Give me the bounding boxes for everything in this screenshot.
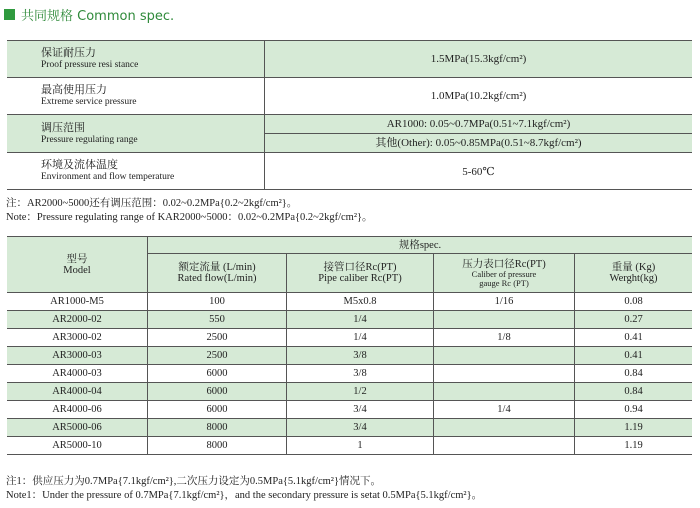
model-spec-table [7, 236, 692, 455]
cell-gauge [434, 365, 575, 383]
cell-weight: 0.08 [575, 293, 693, 311]
spec-label-cn: 保证耐压力 [41, 47, 96, 59]
spec-label [7, 115, 265, 153]
spec-row-regulating-range [7, 115, 692, 153]
cell-gauge: 1/8 [434, 329, 575, 347]
table-row [7, 293, 692, 311]
spec-label-cn: 环境及流体温度 [41, 159, 118, 171]
cell-weight: 1.19 [575, 419, 693, 437]
weight-header [575, 254, 693, 293]
cell-weight: 0.84 [575, 383, 693, 401]
spec-label [7, 153, 265, 190]
cell-flow: 2500 [148, 329, 287, 347]
model-header-en: Model [63, 264, 91, 276]
cell-model: AR2000-02 [7, 311, 148, 329]
spec-label-en: Proof pressure resi stance [41, 60, 139, 70]
model-header [7, 237, 148, 293]
cell-pipe: 3/4 [287, 401, 434, 419]
model-header-row-1 [7, 237, 692, 254]
spec-label-en: Environment and flow temperature [41, 172, 175, 182]
weight-header-cn: 重量 (Kg) [611, 262, 656, 273]
cell-pipe: 3/4 [287, 419, 434, 437]
spec-label-cn: 调压范围 [41, 121, 85, 134]
cell-pipe: 3/8 [287, 347, 434, 365]
pipe-header [287, 254, 434, 293]
cell-model: AR4000-06 [7, 401, 148, 419]
note-en: Note：Pressure regulating range of KAR2000~5000：0.02~0.2MPa{0.2~2kgf/cm²}。 [6, 212, 373, 223]
cell-pipe: 3/8 [287, 365, 434, 383]
cell-gauge [434, 383, 575, 401]
note1-cn: 注1：供应压力为0.7MPa{7.1kgf/cm²},二次压力设定为0.5MPa{5.1kgf/cm²}情况下。 [6, 476, 381, 487]
cell-flow: 6000 [148, 401, 287, 419]
cell-gauge [434, 347, 575, 365]
gauge-header-en2: gauge Rc (PT) [479, 277, 529, 288]
spec-row-extreme-pressure [7, 78, 692, 115]
cell-flow: 8000 [148, 419, 287, 437]
cell-flow: 550 [148, 311, 287, 329]
cell-gauge [434, 437, 575, 455]
cell-model: AR3000-02 [7, 329, 148, 347]
cell-weight: 0.84 [575, 365, 693, 383]
spec-row-temperature [7, 153, 692, 190]
cell-pipe: 1/2 [287, 383, 434, 401]
table-row [7, 383, 692, 401]
cell-pipe: 1/4 [287, 329, 434, 347]
cell-model: AR5000-10 [7, 437, 148, 455]
spec-value [265, 115, 693, 153]
gauge-header-cn: 压力表口径Rc(PT) [462, 258, 546, 270]
pipe-header-cn: 接管口径Rc(PT) [323, 262, 397, 273]
cell-weight: 1.19 [575, 437, 693, 455]
gauge-header [434, 254, 575, 293]
cell-gauge [434, 419, 575, 437]
cell-gauge [434, 311, 575, 329]
spec-label-cn: 最高使用压力 [41, 84, 107, 96]
cell-weight: 0.27 [575, 311, 693, 329]
note1-en: Note1：Under the pressure of 0.7MPa{7.1kgf/cm²}，and the secondary pressure is setat 0.5MPa{5.1kgf/cm²}。 [6, 490, 483, 501]
flow-header-cn: 额定流量 (L/min) [178, 262, 256, 273]
cell-pipe: M5x0.8 [287, 293, 434, 311]
gauge-header-en1: Caliber of pressure [471, 268, 537, 279]
spec-label-en: Pressure regulating range [41, 134, 138, 145]
note-cn: 注：AR2000~5000还有调压范围：0.02~0.2MPa{0.2~2kgf/cm²}。 [6, 198, 298, 209]
spec-value: 1.5MPa(15.3kgf/cm²) [265, 41, 693, 78]
model-header-cn: 型号 [66, 253, 88, 265]
cell-pipe: 1 [287, 437, 434, 455]
section-header [4, 4, 174, 24]
spec-value-other: 其他(Other): 0.05~0.85MPa(0.51~8.7kgf/cm²) [375, 137, 582, 149]
green-square-icon [4, 9, 15, 20]
cell-gauge: 1/4 [434, 401, 575, 419]
spec-label [7, 41, 265, 78]
cell-flow: 6000 [148, 383, 287, 401]
cell-model: AR3000-03 [7, 347, 148, 365]
cell-weight: 0.94 [575, 401, 693, 419]
spec-label-en: Extreme service pressure [41, 97, 137, 107]
cell-flow: 8000 [148, 437, 287, 455]
table-row [7, 401, 692, 419]
spec-row-proof-pressure [7, 41, 692, 78]
table-row [7, 329, 692, 347]
spec-value: 1.0MPa(10.2kgf/cm²) [265, 78, 693, 115]
table-row [7, 365, 692, 383]
cell-model: AR5000-06 [7, 419, 148, 437]
table-row [7, 347, 692, 365]
common-spec-table [7, 40, 692, 190]
section-title: 共同规格 Common spec. [21, 8, 175, 24]
cell-weight: 0.41 [575, 347, 693, 365]
weight-header-en: Werght(kg) [609, 273, 658, 284]
cell-weight: 0.41 [575, 329, 693, 347]
cell-gauge: 1/16 [434, 293, 575, 311]
cell-flow: 100 [148, 293, 287, 311]
spec-value-ar1000: AR1000: 0.05~0.7MPa(0.51~7.1kgf/cm²) [265, 115, 692, 134]
table-row [7, 419, 692, 437]
spec-value: 5-60℃ [265, 153, 693, 190]
table-row [7, 437, 692, 455]
flow-header-en: Rated flow(L/min) [177, 273, 257, 284]
cell-flow: 6000 [148, 365, 287, 383]
cell-flow: 2500 [148, 347, 287, 365]
spec-group-header: 规格spec. [148, 237, 693, 254]
spec-label [7, 78, 265, 115]
table-row [7, 311, 692, 329]
cell-model: AR1000-M5 [7, 293, 148, 311]
pipe-header-en: Pipe caliber Rc(PT) [318, 273, 402, 284]
cell-model: AR4000-03 [7, 365, 148, 383]
flow-header [148, 254, 287, 293]
cell-pipe: 1/4 [287, 311, 434, 329]
cell-model: AR4000-04 [7, 383, 148, 401]
